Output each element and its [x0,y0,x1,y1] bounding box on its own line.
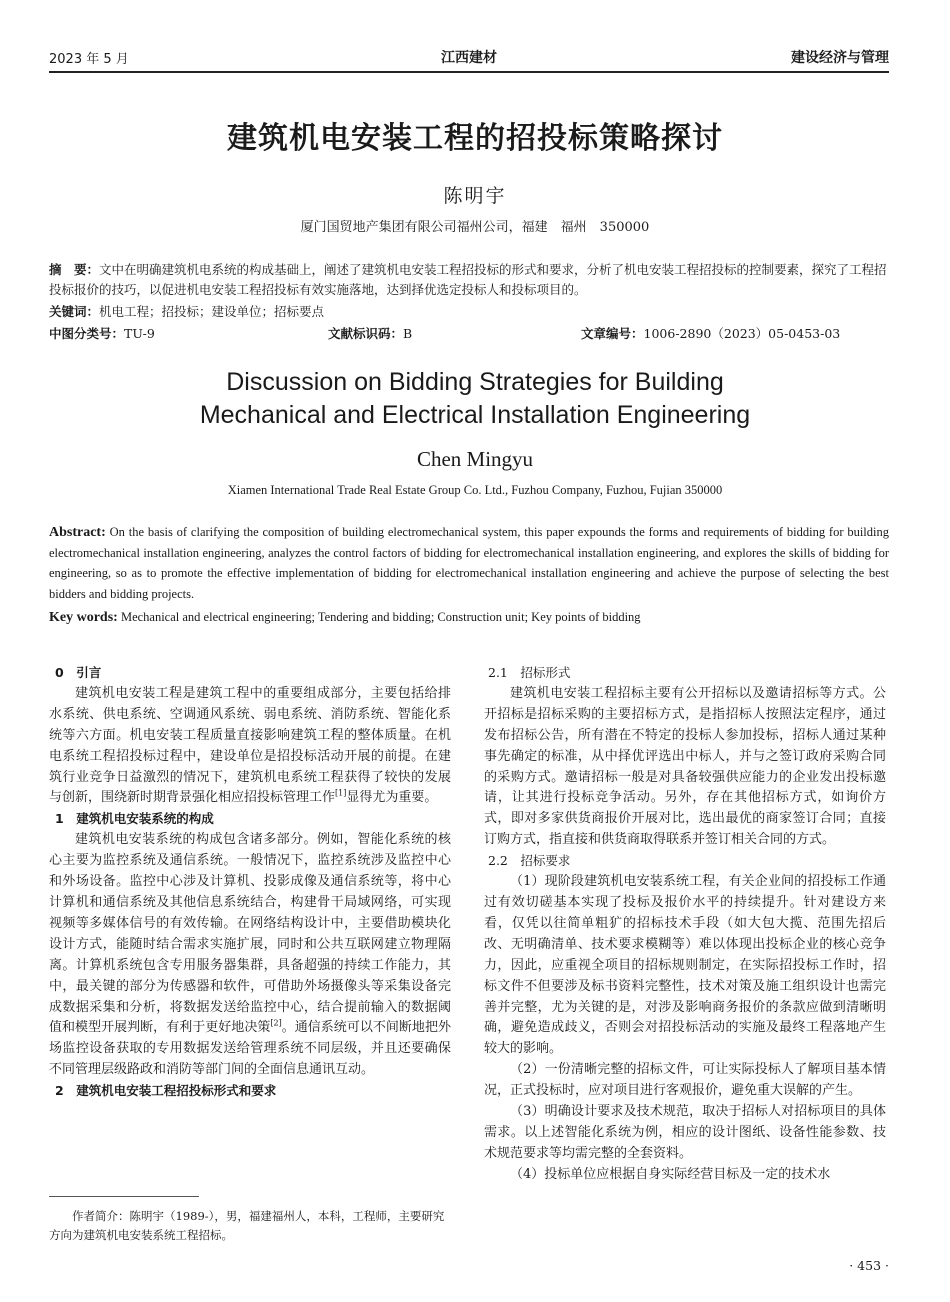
section-0-text-a: 建筑机电安装工程是建筑工程中的重要组成部分，主要包括给排水系统、供电系统、空调通风系统、弱电系统、消防系统、智能化系统等六方面。机电安装工程质量直接影响建筑工程的整体质量。在机电系统工程招投标过程中，建设单位是招投标活动开展的前提。在建筑行业竞争日益激烈的情况下，建筑机电系统工程获得了较快的发展与创新，围绕新时期背景强化相应招投标管理工作 [49,685,451,806]
body-column-left [49,663,451,1102]
header-rule [49,71,889,73]
section-0-heading: 0 引言 [55,665,102,680]
abstract-cn [49,260,889,300]
title-en-line-2: Mechanical and Electrical Installation Engineering [199,401,751,429]
keywords-cn-label: 关键词： [49,304,100,319]
author-footnote: 作者简介：陈明宇（1989-），男，福建福州人，本科，工程师，主要研究方向为建筑机电安装系统工程招标。 [49,1209,445,1242]
document-code-label: 文献标识码： [328,326,404,341]
section-2-2-paragraph-3: （3）明确设计要求及技术规范，取决于招标人对招标项目的具体需求。以上述智能化系统为例，相应的设计图纸、设备性能参数、技术规范要求等均需完整的全套资料。 [484,1104,886,1161]
section-2-heading: 2 建筑机电安装工程招投标形式和要求 [55,1083,277,1099]
author-cn: 陈明宇 [443,185,507,207]
section-2-2-paragraph-2: （2）一份清晰完整的招标文件，可让实际投标人了解项目基本情况，正式投标时，应对项目进行客观报价，避免重大误解的产生。 [484,1062,886,1099]
article-number-label: 文章编号： [581,326,644,341]
page-number: · 453 · [849,1258,889,1273]
footnote-rule [49,1196,199,1197]
section-2-2-heading: 2.2 招标要求 [488,853,571,869]
abstract-cn-text: 文中在明确建筑机电系统的构成基础上，阐述了建筑机电安装工程招投标的形式和要求，分析了机电安装工程招投标的控制要素，探究了工程招投标报价的技巧，以促进机电安装工程招投标有效实施落地，达到择优选定投标人和投标项目的。 [49,262,887,297]
section-2-2-paragraph-1: （1）现阶段建筑机电安装系统工程，有关企业间的招投标工作通过有效切磋基本实现了投标及报价水平的持续提升。针对建设方来看，仅凭以往简单粗犷的招标技术手段（如大包大揽、范围先招后改、无明确清单、技术要求模糊等）难以体现出投标企业的核心竞争力，因此，应重视全项目的招标规则制定，在实际招投标工作时，招标文件不但要涉及标书资料完整性，技术对策及施工组织设计也需完善并完整，尤为关键的是，对涉及影响商务报价的条款应做到清晰明确，避免造成歧义，否则会对招投标活动的实施及最终工程落地产生较大的影响。 [484,874,886,1057]
citation-1: [1] [335,789,347,799]
body-column-right [484,663,886,1186]
affiliation-en: Xiamen International Trade Real Estate Group Co. Ltd., Fuzhou Company, Fuzhou, Fujian 350000 [227,483,723,497]
citation-2: [2] [270,1019,282,1029]
running-header [49,44,889,68]
clc-label: 中图分类号： [49,326,125,341]
section-0-paragraph [49,684,451,809]
classification-row [49,324,889,344]
section-1-heading: 1 建筑机电安装系统的构成 [55,811,214,827]
document-code [328,324,412,342]
keywords-cn-text: 机电工程；招投标；建设单位；招标要点 [99,304,325,319]
keywords-cn [49,302,889,322]
affiliation-cn: 厦门国贸地产集团有限公司福州公司，福建 福州 350000 [300,220,650,235]
keywords-en-label: Key words: [49,610,118,625]
article-number-value: 1006-2890（2023）05-0453-03 [643,326,841,341]
title-en [0,366,950,432]
title-en-line-1: Discussion on Bidding Strategies for Building [226,368,724,396]
section-1-text-a: 建筑机电安装系统的构成包含诸多部分。例如，智能化系统的核心主要为监控系统及通信系统。一般情况下，监控系统涉及监控中心和外场设备。监控中心涉及计算机、投影成像及通信系统等，将中心计算机和通信系统及其他信息系统结合，构建骨干局域网络，可实现视频等多媒体信号的有效传输。在网络结构设计中，主要借助模块化设计方式，能随时结合需求实施扩展，同时和公共互联网建立物理隔离。计算机系统包含专用服务器集群，具备超强的持续工作能力，其中，最关键的部分为传感器和软件，可借助外场摄像头等采集设备完成数据采集和分析，将数据发送给监控中心，结合提前输入的数据阈值和模型开展判断，有利于更好地决策 [49,832,451,1036]
keywords-en [49,607,889,628]
document-code-value: B [403,326,413,341]
clc-value: TU-9 [124,326,155,341]
abstract-en-label: Abstract: [49,525,106,540]
section-2-1-heading: 2.1 招标形式 [488,665,571,680]
abstract-en-text: On the basis of clarifying the composition of building electromechanical system, this paper expounds the forms and requirements of bidding for building electromechanical installation engineering, analyzes the control factors of bidding for electromechanical installation engineering, and explores the skills of bidding for engineering, so as to promote the effective implementation of bidding for electromechanical installation engineering and achieve the purpose of selecting the best bidders and bidding projects. [49,525,889,601]
clc-number [49,324,155,342]
issue-date: 2023 年 5 月 [49,52,129,67]
section-2-1-paragraph: 建筑机电安装工程招标主要有公开招标以及邀请招标等方式。公开招标是招标采购的主要招标方式，是指招标人按照法定程序，通过发布招标公告，所有潜在不特定的投标人参加投标，招标人通过某种事先确定的标准，从中择优评选出中标人，并与之签订政府采购合同的采购方式。邀请招标一般是对具备较强供应能力的企业发出投标邀请，让其进行投标竞争活动。另外，存在其他招标方式，如询价方式，即对多家供货商报价开展对比，选出最优的商家签订合同；直接订购方式，指直接和供货商取得联系并签订相关合同的方式。 [484,685,886,848]
section-2-2-paragraph-4: （4）投标单位应根据自身实际经营目标及一定的技术水 [510,1166,831,1182]
journal-name: 江西建材 [441,50,497,66]
abstract-cn-label: 摘 要： [49,262,100,277]
section-1-paragraph [49,830,451,1081]
column-name: 建设经济与管理 [791,50,889,66]
article-number [581,324,840,342]
abstract-en [49,522,889,604]
keywords-en-text: Mechanical and electrical engineering; Tendering and bidding; Construction unit; Key points of bidding [117,610,641,624]
section-0-text-b: 显得尤为重要。 [346,790,438,806]
title-cn: 建筑机电安装工程的招投标策略探讨 [227,121,723,156]
section-1-text-b: 。通信系统可以不间断地把外场监控设备获取的专用数据发送给管理系统不同层级，并且还要确保不同管理层级路政和消防等部门间的全面信息通讯互动。 [49,1020,451,1078]
author-en: Chen Mingyu [416,447,534,471]
